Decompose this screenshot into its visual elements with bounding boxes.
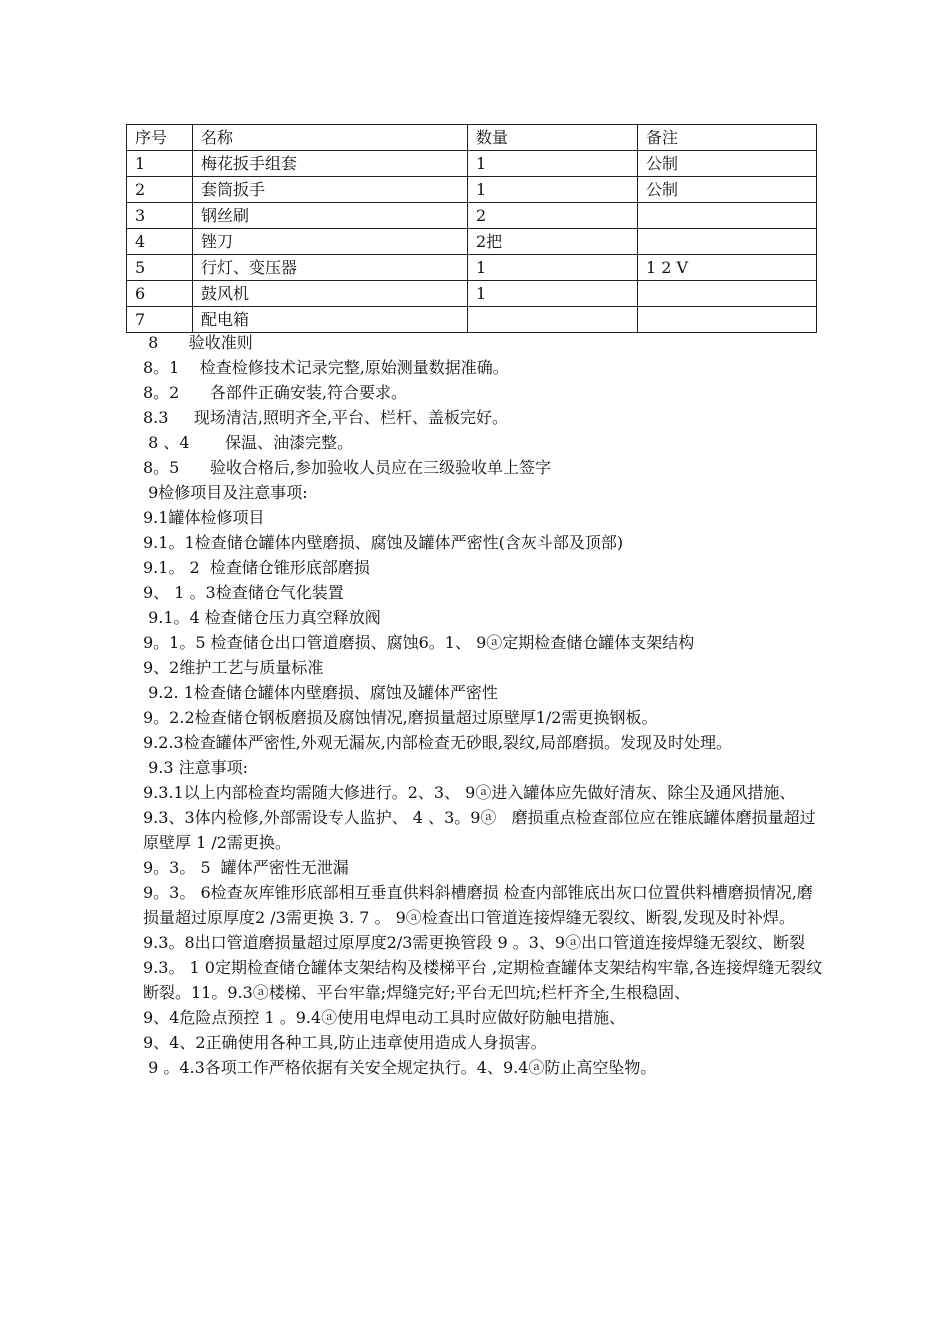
cell-name: 梅花扳手组套 (193, 151, 468, 177)
document-body (143, 330, 823, 1080)
paragraph: 9.3.1以上内部检查均需随大修进行。2、3、 9ⓐ进入罐体应先做好清灰、除尘及通风措施、 (143, 783, 796, 802)
paragraph: 9.2. 1检查储仓罐体内壁磨损、腐蚀及罐体严密性 (143, 683, 498, 702)
subsection-heading: 9.1罐体检修项目 (143, 508, 265, 527)
cell-quantity: 2 (468, 203, 638, 229)
cell-remark: 公制 (638, 177, 817, 203)
cell-remark (638, 203, 817, 229)
header-name: 名称 (193, 125, 468, 151)
cell-remark: 1 2 V (638, 255, 817, 281)
cell-index: 7 (127, 307, 193, 333)
table-row (127, 151, 817, 177)
section-heading: 8 验收准则 (143, 333, 253, 352)
table-row (127, 229, 817, 255)
cell-remark (638, 307, 817, 333)
table-row (127, 307, 817, 333)
cell-name: 套筒扳手 (193, 177, 468, 203)
paragraph: 9、4、2正确使用各种工具,防止违章使用造成人身损害。 (143, 1033, 547, 1052)
table-row (127, 255, 817, 281)
cell-remark (638, 229, 817, 255)
paragraph: 8。1 检查检修技术记录完整,原始测量数据准确。 (143, 358, 509, 377)
paragraph: 9.3、3体内检修,外部需设专人监护、 4 、3。9ⓐ 磨损重点检查部位应在锥底罐体磨损量超过原壁厚 1 /2需更换。 (143, 808, 816, 852)
paragraph: 9.1。4 检查储仓压力真空释放阀 (143, 608, 381, 627)
cell-index: 2 (127, 177, 193, 203)
cell-index: 1 (127, 151, 193, 177)
cell-index: 5 (127, 255, 193, 281)
cell-remark: 公制 (638, 151, 817, 177)
paragraph: 9.1。1检查储仓罐体内壁磨损、腐蚀及罐体严密性(含灰斗部及顶部) (143, 533, 624, 552)
paragraph: 9。1。5 检查储仓出口管道磨损、腐蚀6。1、 9ⓐ定期检查储仓罐体支架结构 (143, 633, 695, 652)
paragraph: 9。2.2检查储仓钢板磨损及腐蚀情况,磨损量超过原壁厚1/2需更换钢板。 (143, 708, 658, 727)
header-index: 序号 (127, 125, 193, 151)
subsection-heading: 9.3 注意事项: (143, 758, 249, 777)
cell-quantity: 1 (468, 281, 638, 307)
cell-quantity (468, 307, 638, 333)
header-quantity: 数量 (468, 125, 638, 151)
paragraph: 9.2.3检查罐体严密性,外观无漏灰,内部检查无砂眼,裂纹,局部磨损。发现及时处理。 (143, 733, 733, 752)
paragraph: 8.3 现场清洁,照明齐全,平台、栏杆、盖板完好。 (143, 408, 509, 427)
table-header-row (127, 125, 817, 151)
cell-index: 4 (127, 229, 193, 255)
subsection-heading: 9、2维护工艺与质量标准 (143, 658, 324, 677)
cell-quantity: 1 (468, 255, 638, 281)
paragraph: 9、4危险点预控 1 。9.4ⓐ使用电焊电动工具时应做好防触电措施、 (143, 1008, 626, 1027)
cell-name: 锉刀 (193, 229, 468, 255)
cell-name: 配电箱 (193, 307, 468, 333)
cell-index: 6 (127, 281, 193, 307)
cell-quantity: 2把 (468, 229, 638, 255)
cell-name: 鼓风机 (193, 281, 468, 307)
cell-index: 3 (127, 203, 193, 229)
paragraph: 9.3。8出口管道磨损量超过原厚度2/3需更换管段 9 。3、9ⓐ出口管道连接焊缝无裂纹、断裂 (143, 933, 806, 952)
table-row (127, 203, 817, 229)
cell-name: 行灯、变压器 (193, 255, 468, 281)
paragraph: 8。5 验收合格后,参加验收人员应在三级验收单上签字 (143, 458, 551, 477)
paragraph: 9.3。 1 0定期检查储仓罐体支架结构及楼梯平台 ,定期检查罐体支架结构牢靠,各连接焊缝无裂纹断裂。11。9.3ⓐ楼梯、平台牢靠;焊缝完好;平台无凹坑;栏杆齐全,生根稳固、 (143, 958, 823, 1002)
paragraph: 8 、4 保温、油漆完整。 (143, 433, 354, 452)
paragraph: 8。2 各部件正确安装,符合要求。 (143, 383, 407, 402)
table-row (127, 281, 817, 307)
section-heading: 9检修项目及注意事项: (143, 483, 308, 502)
table-row (127, 177, 817, 203)
cell-name: 钢丝刷 (193, 203, 468, 229)
paragraph: 9。3。 6检查灰库锥形底部相互垂直供料斜槽磨损 检查内部锥底出灰口位置供料槽磨损情况,磨损量超过原厚度2 /3需更换 3. 7 。 9ⓐ检查出口管道连接焊缝无裂纹、断裂,发现及时补焊。 (143, 883, 813, 927)
paragraph: 9 。4.3各项工作严格依据有关安全规定执行。4、9.4ⓐ防止高空坠物。 (143, 1058, 657, 1077)
paragraph: 9、 1 。3检查储仓气化装置 (143, 583, 344, 602)
paragraph: 9.1。 2 检查储仓锥形底部磨损 (143, 558, 370, 577)
cell-quantity: 1 (468, 151, 638, 177)
cell-remark (638, 281, 817, 307)
paragraph: 9。3。 5 罐体严密性无泄漏 (143, 858, 349, 877)
cell-quantity: 1 (468, 177, 638, 203)
header-remark: 备注 (638, 125, 817, 151)
tool-list-table (126, 124, 817, 333)
